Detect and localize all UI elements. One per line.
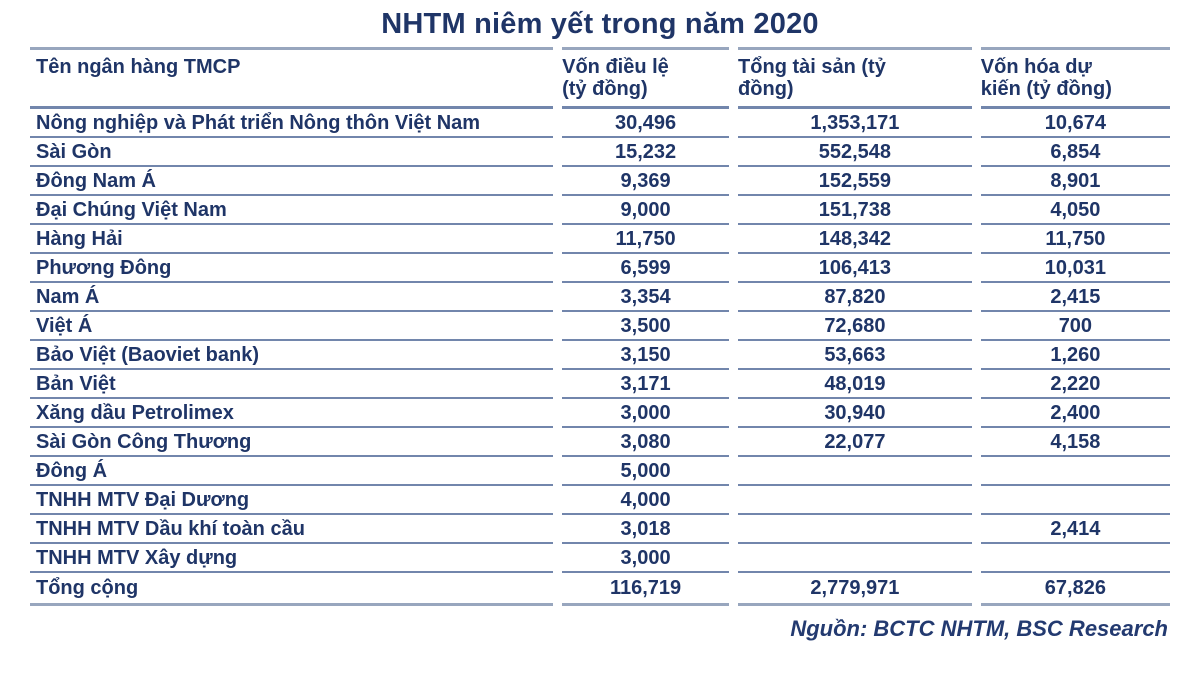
- total-assets-cell: 152,559: [738, 167, 972, 196]
- capitalization-cell: 10,674: [981, 109, 1170, 138]
- column-header-total-assets-label: Tổng tài sản (tỷ đồng): [738, 56, 886, 100]
- column-header-charter-capital: [562, 47, 729, 109]
- table-row: [30, 312, 1170, 341]
- bank-name-cell: Hàng Hải: [30, 225, 553, 254]
- capitalization-cell: 2,220: [981, 370, 1170, 399]
- capitalization-cell: 11,750: [981, 225, 1170, 254]
- table-row: [30, 399, 1170, 428]
- capitalization-cell: [981, 544, 1170, 573]
- total-assets-cell: [738, 486, 972, 515]
- table-row: [30, 544, 1170, 573]
- table-row: [30, 138, 1170, 167]
- table-row: [30, 457, 1170, 486]
- table-body: [30, 109, 1170, 606]
- charter-capital-cell: 3,018: [562, 515, 729, 544]
- total-assets-cell: 1,353,171: [738, 109, 972, 138]
- capitalization-cell: 2,400: [981, 399, 1170, 428]
- page-title: NHTM niêm yết trong năm 2020: [381, 8, 819, 40]
- capitalization-cell: 6,854: [981, 138, 1170, 167]
- total-assets-cell: 106,413: [738, 254, 972, 283]
- bank-name-cell: TNHH MTV Xây dựng: [30, 544, 553, 573]
- charter-capital-cell: 9,369: [562, 167, 729, 196]
- column-header-total-assets: [738, 47, 972, 109]
- total-charter-capital-cell: 116,719: [562, 573, 729, 606]
- banks-table: [21, 47, 1179, 606]
- total-assets-cell: 87,820: [738, 283, 972, 312]
- bank-name-cell: Bảo Việt (Baoviet bank): [30, 341, 553, 370]
- table-row: [30, 225, 1170, 254]
- capitalization-cell: 2,415: [981, 283, 1170, 312]
- table-row: [30, 283, 1170, 312]
- bank-name-cell: Đông Nam Á: [30, 167, 553, 196]
- charter-capital-cell: 5,000: [562, 457, 729, 486]
- total-assets-cell: 151,738: [738, 196, 972, 225]
- capitalization-cell: 700: [981, 312, 1170, 341]
- capitalization-cell: 8,901: [981, 167, 1170, 196]
- table-row: [30, 196, 1170, 225]
- capitalization-cell: 1,260: [981, 341, 1170, 370]
- table-row: [30, 515, 1170, 544]
- table-row: [30, 341, 1170, 370]
- table-row: [30, 428, 1170, 457]
- table-row: [30, 486, 1170, 515]
- bank-name-cell: TNHH MTV Đại Dương: [30, 486, 553, 515]
- bank-name-cell: Sài Gòn Công Thương: [30, 428, 553, 457]
- total-assets-cell: [738, 515, 972, 544]
- total-assets-cell: 48,019: [738, 370, 972, 399]
- bank-name-cell: Đông Á: [30, 457, 553, 486]
- column-header-expected-capitalization: [981, 47, 1170, 109]
- table-row: [30, 167, 1170, 196]
- capitalization-cell: 4,050: [981, 196, 1170, 225]
- bank-name-cell: Xăng dầu Petrolimex: [30, 399, 553, 428]
- bank-name-cell: Sài Gòn: [30, 138, 553, 167]
- charter-capital-cell: 3,000: [562, 399, 729, 428]
- total-assets-cell: [738, 544, 972, 573]
- charter-capital-cell: 3,171: [562, 370, 729, 399]
- bank-name-cell: Việt Á: [30, 312, 553, 341]
- charter-capital-cell: 3,150: [562, 341, 729, 370]
- column-header-charter-capital-label: Vốn điều lệ (tỷ đồng): [562, 56, 669, 100]
- source-note: Nguồn: BCTC NHTM, BSC Research: [790, 616, 1168, 641]
- bank-name-cell: Nông nghiệp và Phát triển Nông thôn Việt Nam: [30, 109, 553, 138]
- total-assets-cell: 2,779,971: [738, 573, 972, 606]
- column-header-expected-capitalization-label: Vốn hóa dự kiến (tỷ đồng): [980, 56, 1112, 100]
- capitalization-cell: [981, 486, 1170, 515]
- charter-capital-cell: 3,080: [562, 428, 729, 457]
- table-header: [30, 47, 1170, 109]
- total-assets-cell: [738, 457, 972, 486]
- charter-capital-cell: 3,500: [562, 312, 729, 341]
- total-assets-cell: 148,342: [738, 225, 972, 254]
- charter-capital-cell: 15,232: [562, 138, 729, 167]
- bank-name-cell: Bản Việt: [30, 370, 553, 399]
- table-row: [30, 254, 1170, 283]
- charter-capital-cell: 4,000: [562, 486, 729, 515]
- column-header-bank-name-label: Tên ngân hàng TMCP: [36, 56, 241, 78]
- total-assets-cell: 72,680: [738, 312, 972, 341]
- bank-name-cell: TNHH MTV Dầu khí toàn cầu: [30, 515, 553, 544]
- total-capitalization-cell: 67,826: [981, 573, 1170, 606]
- capitalization-cell: 4,158: [981, 428, 1170, 457]
- bank-name-cell: Phương Đông: [30, 254, 553, 283]
- total-assets-cell: 30,940: [738, 399, 972, 428]
- total-assets-cell: 552,548: [738, 138, 972, 167]
- charter-capital-cell: 6,599: [562, 254, 729, 283]
- charter-capital-cell: 11,750: [562, 225, 729, 254]
- capitalization-cell: 10,031: [981, 254, 1170, 283]
- table-row: [30, 370, 1170, 399]
- total-label-cell: Tổng cộng: [30, 573, 553, 606]
- bank-name-cell: Nam Á: [30, 283, 553, 312]
- column-header-bank-name: [30, 47, 553, 109]
- charter-capital-cell: 9,000: [562, 196, 729, 225]
- total-assets-cell: 53,663: [738, 341, 972, 370]
- charter-capital-cell: 30,496: [562, 109, 729, 138]
- capitalization-cell: 2,414: [981, 515, 1170, 544]
- charter-capital-cell: 3,354: [562, 283, 729, 312]
- capitalization-cell: [981, 457, 1170, 486]
- charter-capital-cell: 3,000: [562, 544, 729, 573]
- total-assets-cell: 22,077: [738, 428, 972, 457]
- header-row: [30, 47, 1170, 109]
- table-row: [30, 109, 1170, 138]
- total-row: [30, 573, 1170, 606]
- bank-name-cell: Đại Chúng Việt Nam: [30, 196, 553, 225]
